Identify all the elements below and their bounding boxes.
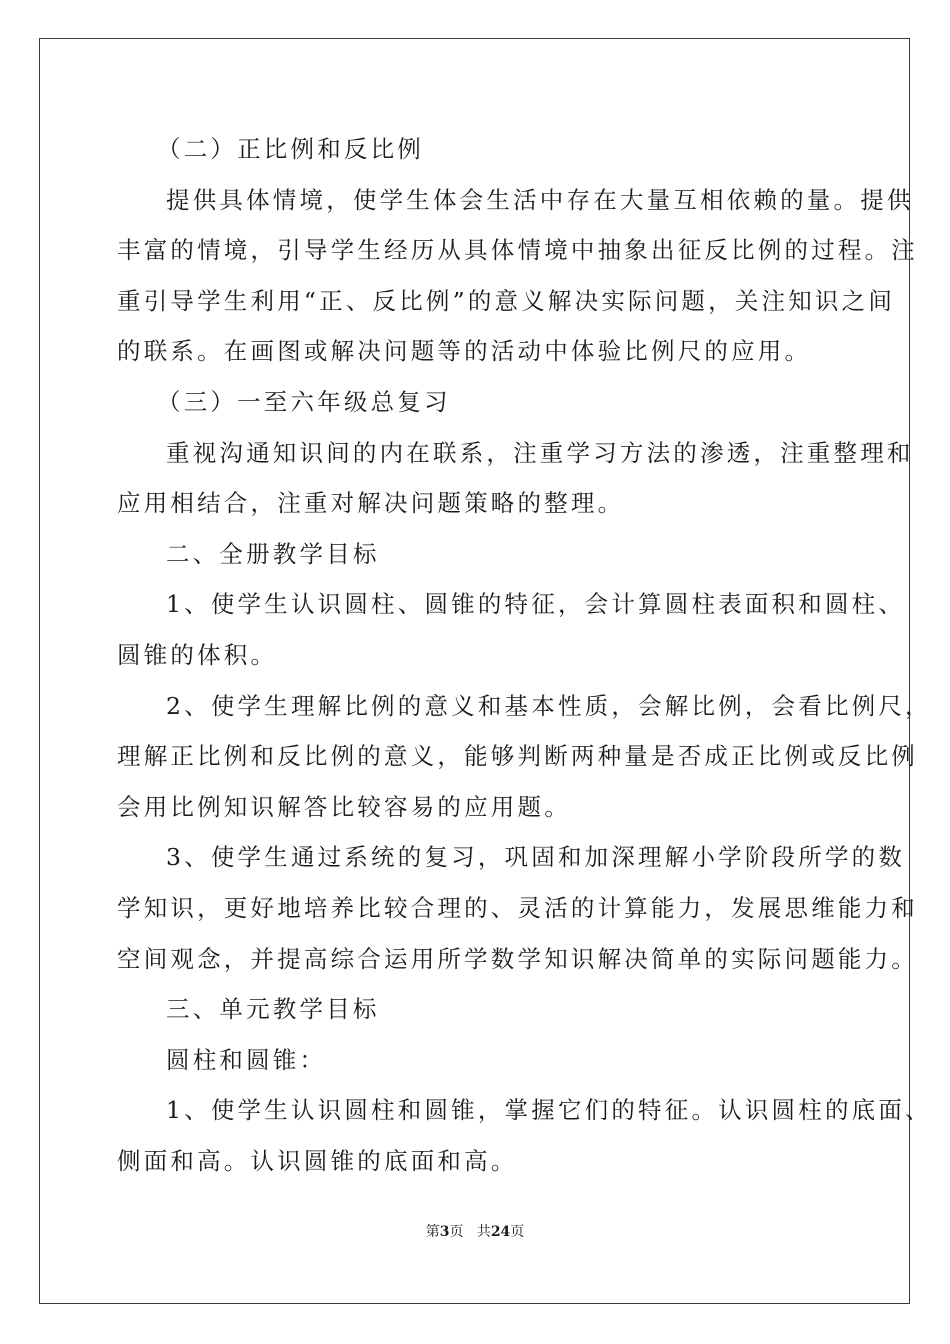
paragraph-line: 重视沟通知识间的内在联系，注重学习方法的渗透，注重整理和 [166, 438, 914, 467]
footer-prefix: 第 [425, 1224, 440, 1240]
paragraph-line: 应用相结合，注重对解决问题策略的整理。 [117, 489, 625, 518]
paragraph-line: 丰富的情境，引导学生经历从具体情境中抽象出征反比例的过程。注 [117, 236, 918, 265]
paragraph-line: 会用比例知识解答比较容易的应用题。 [117, 792, 571, 821]
paragraph-line: 重引导学生利用“正、反比例”的意义解决实际问题，关注知识之间 [117, 286, 896, 315]
current-page-number: 3 [439, 1224, 450, 1240]
paragraph-line: 提供具体情境，使学生体会生活中存在大量互相依赖的量。提供 [166, 185, 914, 214]
section-heading: 三、单元教学目标 [166, 995, 380, 1024]
paragraph-line: 的联系。在画图或解决问题等的活动中体验比例尺的应用。 [117, 337, 812, 366]
paragraph-line: 2、使学生理解比例的意义和基本性质，会解比例，会看比例尺， [166, 691, 932, 720]
footer-total-prefix: 共 [476, 1224, 491, 1240]
paragraph-line: 3、使学生通过系统的复习，巩固和加深理解小学阶段所学的数 [166, 843, 906, 872]
section-heading: （二）正比例和反比例 [157, 135, 424, 163]
page-footer [0, 1221, 950, 1241]
section-heading: （三）一至六年级总复习 [157, 387, 451, 416]
subsection-heading: 圆柱和圆锥： [166, 1045, 327, 1074]
paragraph-line: 侧面和高。认识圆锥的底面和高。 [117, 1146, 518, 1175]
paragraph-line: 1、使学生认识圆柱、圆锥的特征，会计算圆柱表面积和圆柱、 [166, 590, 906, 619]
paragraph-line: 理解正比例和反比例的意义，能够判断两种量是否成正比例或反比例 [117, 742, 918, 771]
footer-total-suffix: 页 [510, 1224, 525, 1240]
footer-page-suffix: 页 [449, 1224, 464, 1240]
paragraph-line: 学知识，更好地培养比较合理的、灵活的计算能力，发展思维能力和 [117, 893, 918, 922]
total-page-count: 24 [490, 1224, 511, 1240]
paragraph-line: 圆锥的体积。 [117, 640, 278, 669]
paragraph-line: 空间观念，并提高综合运用所学数学知识解决简单的实际问题能力。 [117, 944, 918, 973]
section-heading: 二、全册教学目标 [166, 539, 380, 568]
document-body [117, 124, 932, 1186]
paragraph-line: 1、使学生认识圆柱和圆锥，掌握它们的特征。认识圆柱的底面、 [166, 1096, 932, 1125]
